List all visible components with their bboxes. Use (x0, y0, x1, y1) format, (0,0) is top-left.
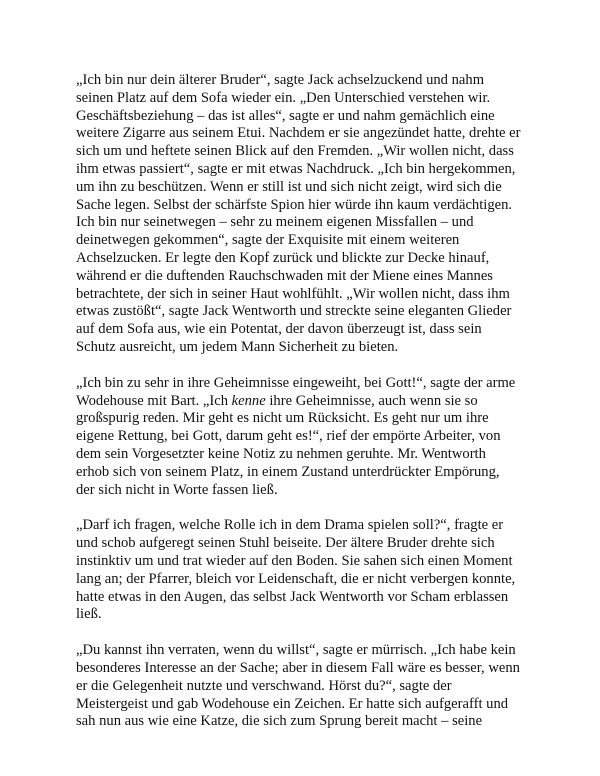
text-line: Meistergeist und gab Wodehouse ein Zeichen. Er hatte sich aufgerafft und (76, 695, 509, 712)
paragraph (76, 517, 534, 624)
text-line: Schutz ausreicht, um jedem Mann Sicherheit zu bieten. (76, 338, 399, 355)
text-line: weitere Zigarre aus seinem Etui. Nachdem er sie angezündet hatte, drehte er (76, 125, 521, 142)
emphasized-text: kenne (231, 392, 266, 409)
text-line: um ihn zu beschützen. Wenn er still ist und sich nicht zeigt, wird sich die (76, 178, 502, 195)
text-line: dem sein Vorgesetzter keine Notiz zu nehmen geruhte. Mr. Wentworth (76, 445, 486, 462)
text-line: während er die duftenden Rauchschwaden mit der Miene eines Mannes (76, 267, 493, 284)
text-line: „Darf ich fragen, welche Rolle ich in dem Drama spielen soll?“, fragte er (76, 517, 504, 534)
paragraph (76, 72, 534, 357)
text-line: etwas zustößt“, sagte Jack Wentworth und streckte seine eleganten Glieder (76, 303, 512, 320)
text-line: hatte etwas in den Augen, das selbst Jack Wentworth vor Scham erblassen (76, 588, 509, 605)
text-line: auf dem Sofa aus, wie ein Potentat, der davon überzeugt ist, dass sein (76, 321, 482, 338)
text-line: instinktiv um und trat wieder auf den Boden. Sie sahen sich einen Moment (76, 552, 513, 569)
text-line: Sache legen. Selbst der schärfste Spion hier würde ihn kaum verdächtigen. (76, 196, 513, 213)
text-line: und schob aufgeregt seinen Stuhl beiseite. Der ältere Bruder drehte sich (76, 535, 495, 552)
text-line: seinen Platz auf dem Sofa wieder ein. „Den Unterschied verstehen wir. (76, 89, 491, 106)
paragraph (76, 642, 534, 731)
document-page (76, 72, 534, 749)
text-line: Ich bin nur seinetwegen – sehr zu meinem eigenen Missfallen – und (76, 214, 474, 231)
text-line: großspurig reden. Mir geht es nicht um Rücksicht. Es geht nur um ihre (76, 410, 489, 427)
text-line: „Ich bin nur dein älterer Bruder“, sagte Jack achselzuckend und nahm (76, 72, 485, 88)
text-line: erhob sich von seinem Platz, in einem Zustand unterdrückter Empörung, (76, 463, 500, 480)
text-line: ließ. (76, 606, 102, 623)
text-run: ihre Geheimnisse, auch wenn sie so (265, 392, 478, 409)
text-line: sah nun aus wie eine Katze, die sich zum Sprung bereit macht – seine (76, 713, 483, 730)
text-line: er die Gelegenheit nutzte und verschwand. Hörst du?“, sagte der (76, 677, 452, 694)
text-line: besonderes Interesse an der Sache; aber in diesem Fall wäre es besser, wenn (76, 659, 520, 676)
text-line: „Ich bin zu sehr in ihre Geheimnisse eingeweiht, bei Gott!“, sagte der arme (76, 374, 516, 391)
text-line: Geschäftsbeziehung – das ist alles“, sagte er und nahm gemächlich eine (76, 107, 495, 124)
text-line: eigene Rettung, bei Gott, darum geht es!“, rief der empörte Arbeiter, von (76, 428, 501, 445)
text-line: ihm etwas passiert“, sagte er mit etwas Nachdruck. „Ich bin hergekommen, (76, 160, 516, 177)
text-line: „Du kannst ihn verraten, wenn du willst“, sagte er mürrisch. „Ich habe kein (76, 642, 516, 659)
text-line: sich um und heftete seinen Blick auf den Fremden. „Wir wollen nicht, dass (76, 143, 514, 160)
text-line: betrachtete, der sich in seiner Haut wohlfühlt. „Wir wollen nicht, dass ihm (76, 285, 510, 302)
text-run: Wodehouse mit Bart. „Ich (76, 392, 232, 409)
paragraph (76, 375, 534, 500)
text-line: der sich nicht in Worte fassen ließ. (76, 481, 278, 498)
text-line: Achselzucken. Er legte den Kopf zurück und blickte zur Decke hinauf, (76, 249, 490, 266)
text-line: lang an; der Pfarrer, bleich vor Leidenschaft, die er nicht verbergen konnte, (76, 570, 516, 587)
text-line: deinetwegen gekommen“, sagte der Exquisite mit einem weiteren (76, 232, 460, 249)
text-line (76, 393, 534, 411)
